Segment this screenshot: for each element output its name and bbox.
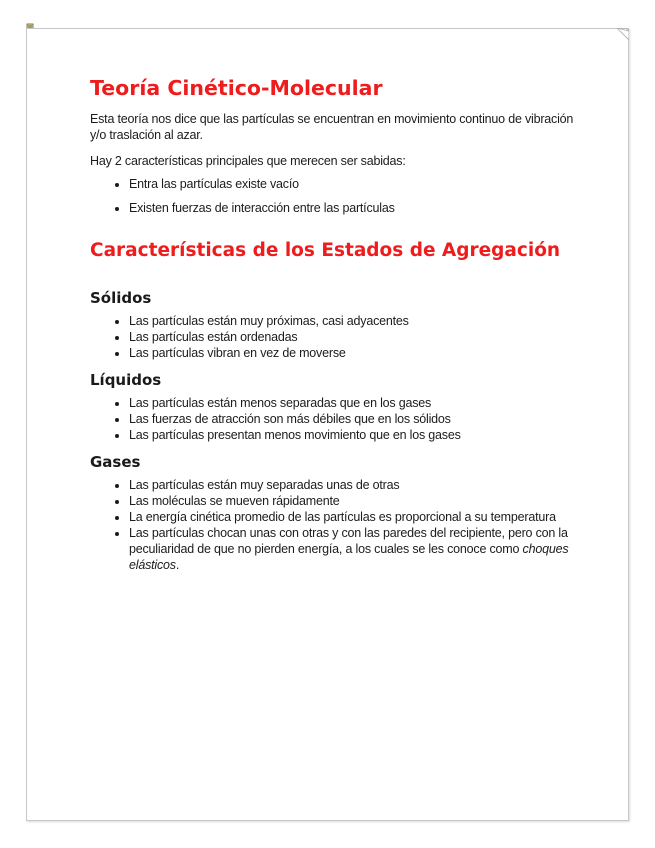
- list-item: [129, 525, 575, 573]
- list-item: • Las fuerzas de atracción son más débiles que en los sólidos: [129, 411, 575, 427]
- document-title: Teoría Cinético-Molecular: [90, 76, 383, 100]
- list-item: • Las partículas están muy próximas, casi adyacentes: [129, 313, 575, 329]
- list-item-end: .: [175, 558, 180, 572]
- features-lead: Hay 2 características principales que merecen ser sabidas:: [90, 154, 406, 168]
- gases-heading: Gases: [90, 453, 141, 471]
- list-item: • Existen fuerzas de interacción entre las partículas: [129, 200, 575, 216]
- emphasis-text: choques elásticos: [129, 542, 569, 572]
- list-item: • Entra las partículas existe vacío: [129, 176, 575, 192]
- list-item: • La energía cinética promedio de las partículas es proporcional a su temperatura: [129, 509, 575, 525]
- liquids-heading: Líquidos: [90, 371, 162, 389]
- list-item: • Las partículas presentan menos movimiento que en los gases: [129, 427, 575, 443]
- solids-list: [90, 313, 575, 361]
- liquids-list: [90, 395, 575, 443]
- list-item: • Las partículas están menos separadas que en los gases: [129, 395, 575, 411]
- gases-list: [90, 477, 575, 573]
- solids-heading: Sólidos: [90, 289, 152, 307]
- list-item: • Las partículas están muy separadas unas de otras: [129, 477, 575, 493]
- list-item-text: Las partículas chocan unas con otras y con las paredes del recipiente, pero con la peculiaridad de que no pierden energía, a los cuales se les conoce como: [129, 526, 568, 556]
- features-list: [90, 176, 575, 216]
- list-item: • Las partículas están ordenadas: [129, 329, 575, 345]
- page-curl-icon: [617, 28, 629, 40]
- list-item: • Las moléculas se mueven rápidamente: [129, 493, 575, 509]
- states-heading: Características de los Estados de Agregación: [90, 240, 561, 261]
- intro-paragraph: Esta teoría nos dice que las partículas se encuentran en movimiento continuo de vibración y/o traslación al azar.: [90, 112, 574, 142]
- list-item: • Las partículas vibran en vez de moverse: [129, 345, 575, 361]
- document-content: [90, 74, 575, 573]
